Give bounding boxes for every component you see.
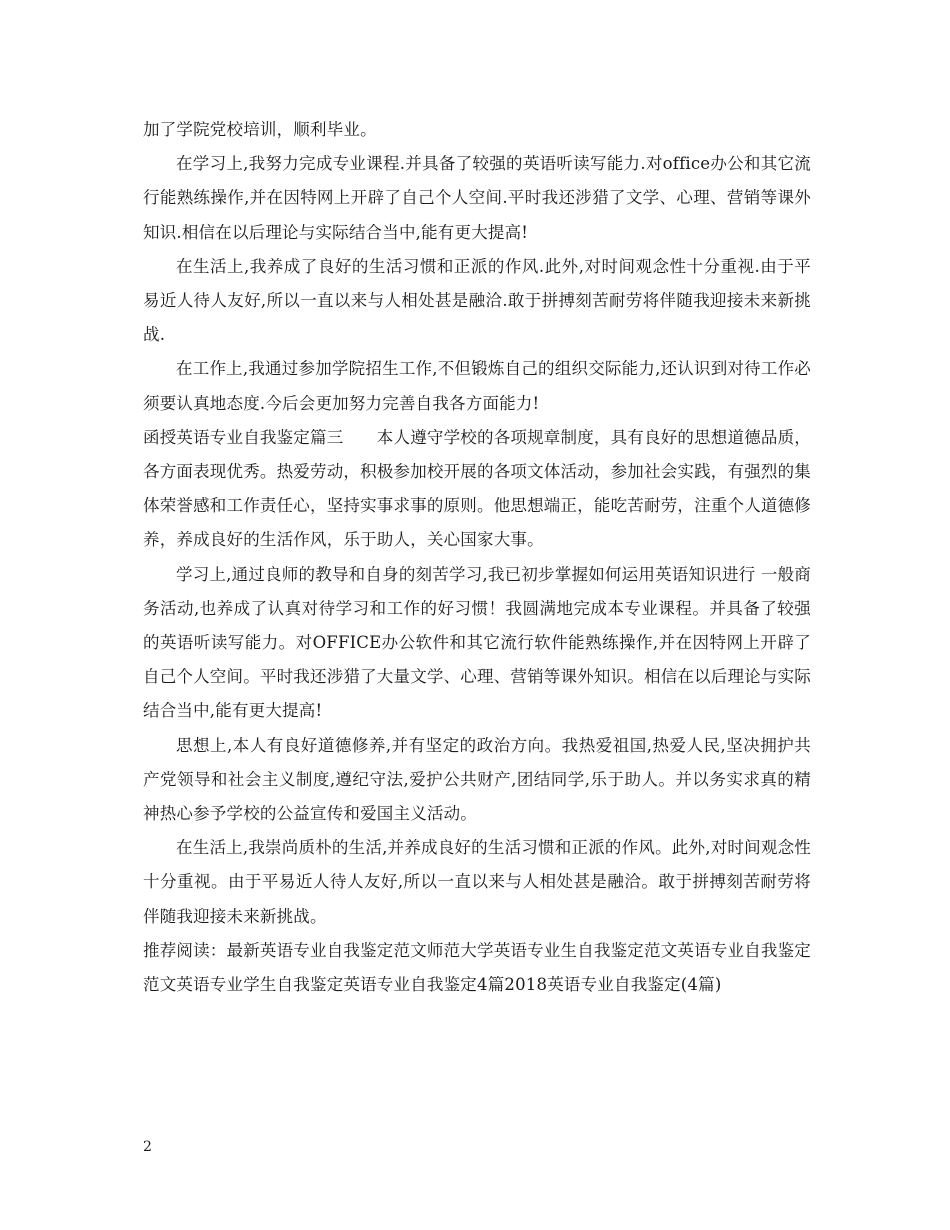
paragraph-2: 在学习上,我努力完成专业课程.并具备了较强的英语听读写能力.对office办公和其它流行能熟练操作,并在因特网上开辟了自己个人空间.平时我还涉猎了文学、心理、营销等课外知识.相信在以后理论与实际结合当中,能有更大提高! (143, 154, 811, 242)
paragraph-7: 思想上,本人有良好道德修养,并有坚定的政治方向。我热爱祖国,热爱人民,坚决拥护共产党领导和社会主义制度,遵纪守法,爱护公共财产,团结同学,乐于助人。并以务实求真的精神热心参予学校的公益宣传和爱国主义活动。 (143, 735, 811, 824)
paragraph-6: 学习上,通过良师的教导和自身的刻苦学习,我已初步掌握如何运用英语知识进行 一般商务活动,也养成了认真对待学习和工作的好习惯！我圆满地完成本专业课程。并具备了较强的英语听读写能力。对OFFICE办公软件和其它流行软件能熟练操作,并在因特网上开辟了自己个人空间。平时我还涉猎了大量文学、心理、营销等课外知识。相信在以后理论与实际结合当中,能有更大提高! (143, 564, 811, 721)
recommended-reading: 推荐阅读：最新英语专业自我鉴定范文师范大学英语专业生自我鉴定范文英语专业自我鉴定范文英语专业学生自我鉴定英语专业自我鉴定4篇2018英语专业自我鉴定(4篇) (143, 940, 811, 995)
document-page (143, 113, 811, 1002)
paragraph-8: 在生活上,我崇尚质朴的生活,并养成良好的生活习惯和正派的作风。此外,对时间观念性十分重视。由于平易近人待人友好,所以一直以来与人相处甚是融洽。敢于拼搏刻苦耐劳将伴随我迎接未来新挑战。 (143, 838, 811, 926)
paragraph-5: 函授英语专业自我鉴定篇三 本人遵守学校的各项规章制度，具有良好的思想道德品质，各方面表现优秀。热爱劳动，积极参加校开展的各项文体活动，参加社会实践，有强烈的集体荣誉感和工作责任心，坚持实事求事的原则。他思想端正，能吃苦耐劳，注重个人道德修养，养成良好的生活作风，乐于助人，关心国家大事。 (143, 427, 811, 550)
page-number: 2 (143, 1139, 152, 1155)
paragraph-4: 在工作上,我通过参加学院招生工作,不但锻炼自己的组织交际能力,还认识到对待工作必须要认真地态度.今后会更加努力完善自我各方面能力! (143, 359, 811, 413)
paragraph-1: 加了学院党校培训，顺利毕业。 (143, 120, 377, 139)
paragraph-3: 在生活上,我养成了良好的生活习惯和正派的作风.此外,对时间观念性十分重视.由于平易近人待人友好,所以一直以来与人相处甚是融洽.敢于拼搏刻苦耐劳将伴随我迎接未来新挑战. (143, 256, 811, 345)
